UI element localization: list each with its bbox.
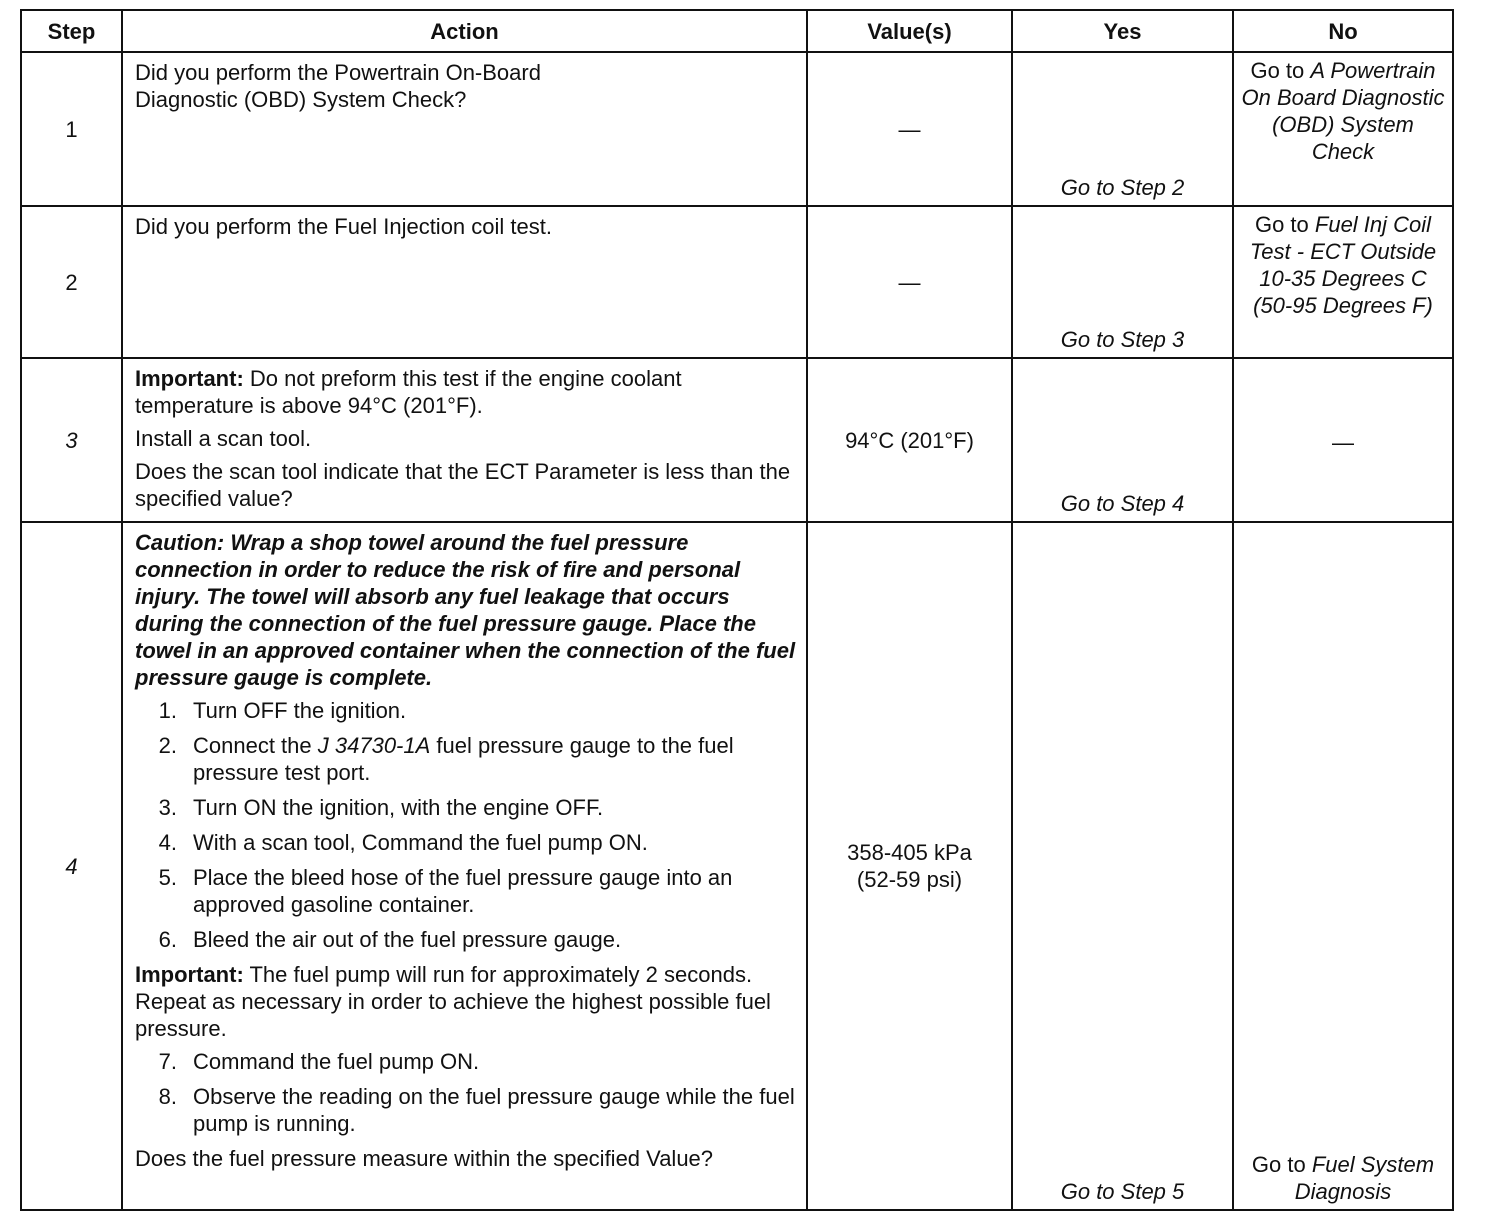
action-cell [122,52,807,206]
no-prefix: Go to [1251,1152,1306,1177]
substep-list [135,1048,796,1137]
diagnostic-table [20,9,1454,1211]
important-note [135,961,796,1042]
table-row [21,206,1453,358]
no-cell [1233,206,1453,358]
no-cell: — [1233,358,1453,522]
table-row [21,358,1453,522]
header-values: Value(s) [807,10,1012,52]
caution-note: Caution: Wrap a shop towel around the fuel pressure connection in order to reduce the risk of fire and personal injury. The towel will absorb any fuel leakage that occurs during the connection of the fuel pressure gauge. Place the towel in an approved container when the connection of the fuel pressure gauge is complete. [135,530,796,690]
action-cell [122,522,807,1210]
list-item: 6. Bleed the air out of the fuel pressure gauge. [158,927,622,952]
list-item: 5. Place the bleed hose of the fuel pressure gauge into an approved gasoline container. [158,865,733,917]
list-item: 8. Observe the reading on the fuel pressure gauge while the fuel pump is running. [158,1084,795,1136]
header-no: No [1233,10,1453,52]
action-cell [122,358,807,522]
action-text: Install a scan tool. [135,426,312,451]
value-imperial: (52-59 psi) [856,867,963,892]
step-number: 1 [21,52,122,206]
important-text: Do not preform this test if the engine coolant temperature is above 94°C (201°F). [135,366,682,418]
action-question: Does the fuel pressure measure within the specified Value? [135,1146,714,1171]
no-link[interactable]: A Powertrain On Board Diagnostic (OBD) System Check [1241,58,1445,164]
no-prefix: Go to [1250,58,1305,83]
step-number: 4 [21,522,122,1210]
list-item: 3. Turn ON the ignition, with the engine OFF. [158,795,604,820]
action-cell [122,206,807,358]
action-text: Did you perform the Fuel Injection coil test. [135,214,552,239]
yes-link[interactable]: Go to Step 4 [1012,358,1233,522]
header-yes: Yes [1012,10,1233,52]
header-step: Step [21,10,122,52]
action-text: Did you perform the Powertrain On-Board [135,60,541,85]
important-label: Important: [135,366,244,391]
value-cell [807,522,1012,1210]
important-label: Important: [135,962,244,987]
value-cell: — [807,52,1012,206]
no-prefix: Go to [1254,212,1309,237]
important-note [135,365,796,419]
important-text: The fuel pump will run for approximately 2 seconds. Repeat as necessary in order to achieve the highest possible fuel pressure. [135,962,771,1041]
value-cell: 94°C (201°F) [807,358,1012,522]
no-link[interactable]: Fuel Inj Coil Test - ECT Outside 10-35 Degrees C (50-95 Degrees F) [1249,212,1437,318]
action-text: Diagnostic (OBD) System Check? [135,87,467,112]
no-link[interactable]: Fuel System Diagnosis [1294,1152,1435,1204]
header-action: Action [122,10,807,52]
step-number: 3 [21,358,122,522]
no-cell [1233,52,1453,206]
yes-link[interactable]: Go to Step 3 [1012,206,1233,358]
table-row [21,522,1453,1210]
table-row [21,52,1453,206]
action-question: Does the scan tool indicate that the ECT Parameter is less than the specified value? [135,459,791,511]
substep-list [135,697,796,953]
value-cell: — [807,206,1012,358]
value-metric: 358-405 kPa [847,840,972,865]
list-item: 4. With a scan tool, Command the fuel pump ON. [158,830,648,855]
list-item: 1. Turn OFF the ignition. [158,698,407,723]
step-number: 2 [21,206,122,358]
list-item: 7. Command the fuel pump ON. [158,1049,480,1074]
list-item: 2. Connect the J 34730-1A fuel pressure gauge to the fuel pressure test port. [158,733,734,785]
tool-reference: J 34730-1A [317,733,431,758]
yes-link[interactable]: Go to Step 2 [1012,52,1233,206]
header-row [21,10,1453,52]
no-cell [1233,522,1453,1210]
yes-link[interactable]: Go to Step 5 [1012,522,1233,1210]
